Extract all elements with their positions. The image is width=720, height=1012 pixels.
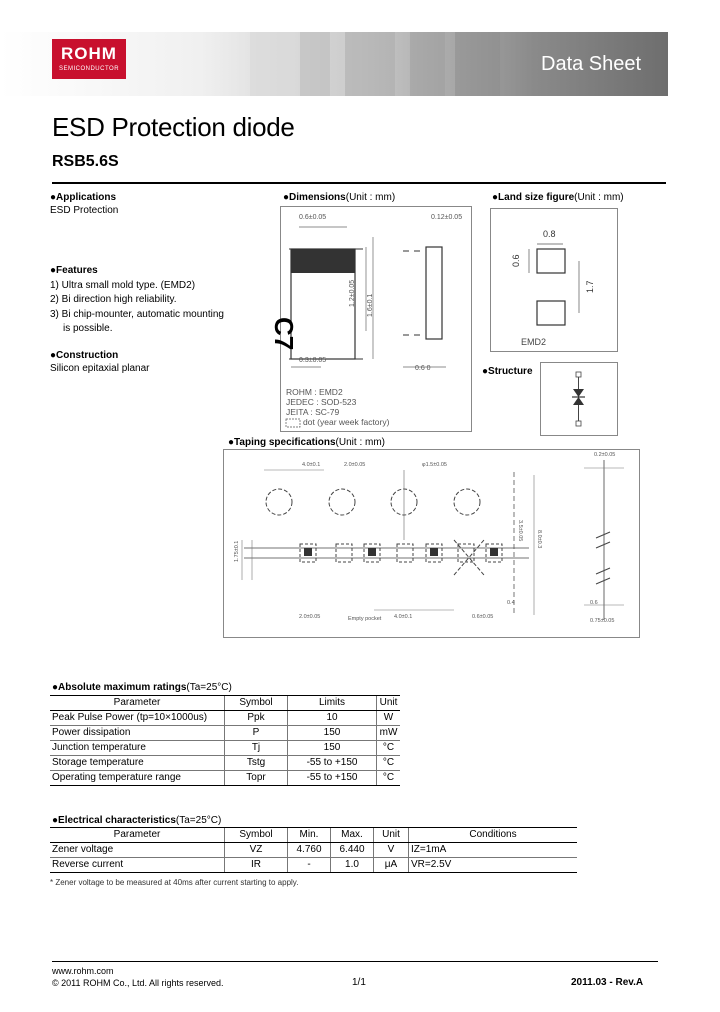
table-row xyxy=(50,858,577,873)
applications-text: ESD Protection xyxy=(50,205,119,216)
taping-label: 2.0±0.05 xyxy=(344,462,366,468)
taping-label: φ1.5±0.05 xyxy=(422,462,447,468)
taping-heading: Taping specifications xyxy=(234,437,336,448)
features-section: ●Features 1) Ultra small mold type. (EMD2) 2) Bi direction high reliability. 3) Bi chip-mounter, automatic mounting is possible. xyxy=(50,264,224,337)
feature-item: 2) Bi direction high reliability. xyxy=(50,294,177,305)
package-list xyxy=(286,387,389,427)
col-header: Max. xyxy=(331,828,374,843)
cell: °C xyxy=(377,756,401,771)
feature-item: 1) Ultra small mold type. (EMD2) xyxy=(50,279,196,291)
taping-label: 0.2±0.05 xyxy=(594,452,616,458)
land-unit: (Unit : mm) xyxy=(574,192,624,203)
package-line: dot (year week factory) xyxy=(303,417,390,427)
structure-header: ●Structure xyxy=(482,366,533,377)
brand-name: ROHM xyxy=(61,44,117,63)
col-header: Min. xyxy=(288,828,331,843)
construction-text: Silicon epitaxial planar xyxy=(50,363,150,374)
cell: V xyxy=(374,843,409,858)
cell: Zener voltage xyxy=(50,843,225,858)
table-row xyxy=(50,771,400,786)
cell: VZ xyxy=(225,843,288,858)
land-dim: 0.8 xyxy=(543,229,556,239)
dim-label: 0.3±0.05 xyxy=(299,357,327,364)
cell: 150 xyxy=(288,726,377,741)
cell: 4.760 xyxy=(288,843,331,858)
revision: 2011.03 - Rev.A xyxy=(571,977,644,988)
feature-item: is possible. xyxy=(63,323,113,334)
package-line: JEITA : SC-79 xyxy=(286,407,340,417)
cell: 1.0 xyxy=(331,858,374,873)
title-rule xyxy=(52,182,666,184)
part-number: RSB5.6S xyxy=(52,153,119,170)
table-row xyxy=(50,741,400,756)
page-number: 1/1 xyxy=(352,977,366,988)
cell: mW xyxy=(377,726,401,741)
taping-unit: (Unit : mm) xyxy=(335,437,385,448)
elec-heading: Electrical characteristics xyxy=(58,815,176,826)
cell: Tj xyxy=(225,741,288,756)
dimensions-header: ●Dimensions(Unit : mm) xyxy=(283,192,396,203)
page-title: ESD Protection diode xyxy=(52,112,295,142)
table-header-row xyxy=(50,696,400,711)
cell: °C xyxy=(377,771,401,786)
cell: Junction temperature xyxy=(50,741,225,756)
taping-label: Empty pocket xyxy=(348,616,382,622)
taping-label: 2.0±0.05 xyxy=(299,614,321,620)
taping-label: 4.0±0.1 xyxy=(302,462,321,468)
taping-header: ●Taping specifications(Unit : mm) xyxy=(228,437,385,448)
abs-max-header: ●Absolute maximum ratings(Ta=25°C) xyxy=(52,682,232,693)
cell: W xyxy=(377,711,401,726)
structure-box xyxy=(540,362,618,436)
cell: VR=2.5V xyxy=(409,858,578,873)
col-header: Symbol xyxy=(225,828,288,843)
cell: Storage temperature xyxy=(50,756,225,771)
rohm-logo xyxy=(52,39,126,79)
features-heading: Features xyxy=(56,265,98,276)
cell: μA xyxy=(374,858,409,873)
elec-cond: (Ta=25°C) xyxy=(175,815,222,826)
land-heading: Land size figure xyxy=(498,192,575,203)
construction-heading: Construction xyxy=(56,350,119,361)
cell: IR xyxy=(225,858,288,873)
table-row xyxy=(50,711,400,726)
abs-max-table xyxy=(50,695,400,786)
cell: - xyxy=(288,858,331,873)
construction-section: ●Construction Silicon epitaxial planar xyxy=(50,350,150,374)
table-row xyxy=(50,843,577,858)
dim-label: 0.12±0.05 xyxy=(431,214,463,221)
marking-text: C7 xyxy=(269,317,299,351)
land-dim: 1.7 xyxy=(585,280,595,293)
col-header: Parameter xyxy=(50,696,225,711)
package-line: ROHM : EMD2 xyxy=(286,387,343,397)
taping-label: 0.6 xyxy=(590,600,598,606)
land-box xyxy=(490,208,618,352)
taping-label: 4.0±0.1 xyxy=(394,614,413,620)
diode-symbol-icon xyxy=(541,363,617,435)
cell: -55 to +150 xyxy=(288,756,377,771)
taping-label: 0.75±0.05 xyxy=(590,618,615,624)
footer-rule xyxy=(52,961,658,962)
dim-label: 1.6±0.1 xyxy=(367,293,374,317)
taping-label: 1.75±0.1 xyxy=(234,540,240,562)
taping-label: 0.6±0.05 xyxy=(472,614,494,620)
taping-label: 3.5±0.05 xyxy=(517,520,523,542)
cell: IZ=1mA xyxy=(409,843,578,858)
structure-heading: Structure xyxy=(488,366,533,377)
dim-label: 0.6±0.05 xyxy=(299,214,327,221)
brand-sub: SEMICONDUCTOR xyxy=(58,66,120,72)
dim-label: 1.2±0.05 xyxy=(349,279,356,307)
abs-max-heading: Absolute maximum ratings xyxy=(58,682,187,693)
cell: Power dissipation xyxy=(50,726,225,741)
table-row xyxy=(50,726,400,741)
land-dim: 0.6 xyxy=(511,254,521,267)
col-header: Unit xyxy=(377,696,401,711)
taping-label: 8.0±0.3 xyxy=(536,530,542,549)
land-header: ●Land size figure(Unit : mm) xyxy=(492,192,624,203)
applications-heading: Applications xyxy=(56,192,117,203)
footer-url[interactable]: www.rohm.com xyxy=(52,966,114,976)
elec-note: * Zener voltage to be measured at 40ms after current starting to apply. xyxy=(50,878,299,887)
cell: Ppk xyxy=(225,711,288,726)
col-header: Limits xyxy=(288,696,377,711)
dimensions-heading: Dimensions xyxy=(289,192,346,203)
cell: Operating temperature range xyxy=(50,771,225,786)
cell: Peak Pulse Power (tp=10×1000us) xyxy=(50,711,225,726)
footer-copyright: © 2011 ROHM Co., Ltd. All rights reserved. xyxy=(52,978,224,988)
cell: P xyxy=(225,726,288,741)
cell: 150 xyxy=(288,741,377,756)
cell: -55 to +150 xyxy=(288,771,377,786)
elec-header: ●Electrical characteristics(Ta=25°C) xyxy=(52,815,222,826)
cell: °C xyxy=(377,741,401,756)
cell: Reverse current xyxy=(50,858,225,873)
doc-type: Data Sheet xyxy=(541,53,642,75)
col-header: Symbol xyxy=(225,696,288,711)
cell: Tstg xyxy=(225,756,288,771)
taping-box xyxy=(223,449,640,638)
applications-section: ●Applications ESD Protection xyxy=(50,192,119,216)
table-header-row xyxy=(50,828,577,843)
package-line: JEDEC : SOD-523 xyxy=(286,397,357,407)
dim-label: 0.6 0 xyxy=(415,365,431,372)
col-header: Conditions xyxy=(409,828,578,843)
dimensions-unit: (Unit : mm) xyxy=(345,192,396,203)
cell: Topr xyxy=(225,771,288,786)
abs-max-cond: (Ta=25°C) xyxy=(186,682,232,693)
elec-table xyxy=(50,827,577,873)
dimensions-box xyxy=(269,206,472,432)
table-row xyxy=(50,756,400,771)
land-package: EMD2 xyxy=(521,337,547,347)
cell: 6.440 xyxy=(331,843,374,858)
col-header: Parameter xyxy=(50,828,225,843)
feature-item: 3) Bi chip-mounter, automatic mounting xyxy=(50,308,224,320)
taping-label: 0.4 xyxy=(507,600,515,606)
taping-drawing xyxy=(224,450,639,637)
col-header: Unit xyxy=(374,828,409,843)
cell: 10 xyxy=(288,711,377,726)
